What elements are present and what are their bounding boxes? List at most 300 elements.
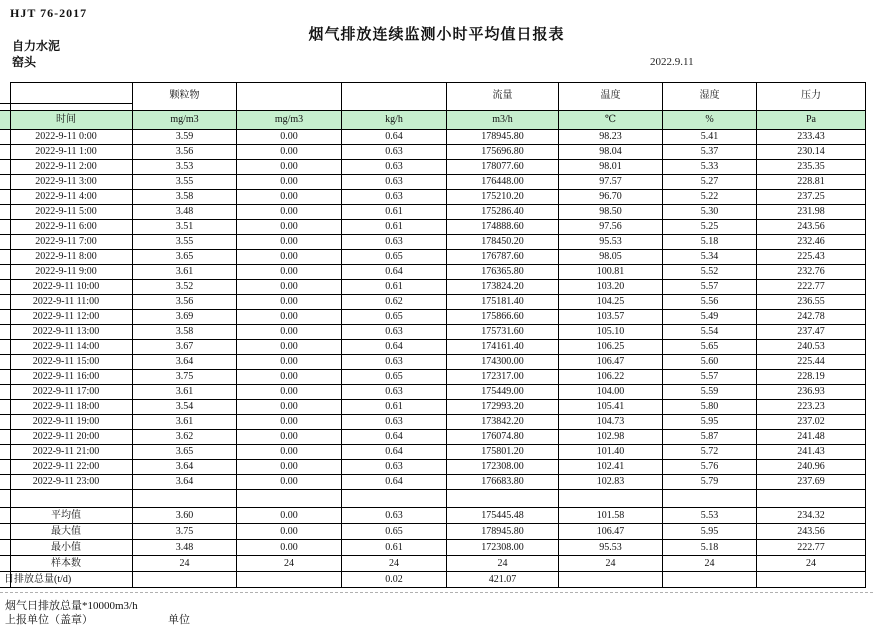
cell: 0.64: [342, 130, 447, 144]
cell: 234.32: [757, 508, 866, 523]
header-cell: 颗粒物: [133, 82, 237, 110]
cell: 24: [559, 556, 663, 571]
cell: 98.50: [559, 205, 663, 219]
cell: 3.48: [133, 540, 237, 555]
cell: 241.48: [757, 430, 866, 444]
cell: 0.00: [237, 235, 342, 249]
cell: 0.00: [237, 145, 342, 159]
cell: 3.64: [133, 460, 237, 474]
cell: 172308.00: [447, 540, 559, 555]
cell: 223.23: [757, 400, 866, 414]
cell: 98.23: [559, 130, 663, 144]
cell: 173842.20: [447, 415, 559, 429]
cell: 98.04: [559, 145, 663, 159]
cell: 3.55: [133, 235, 237, 249]
cell: 24: [342, 556, 447, 571]
cell: 243.56: [757, 220, 866, 234]
cell: 5.60: [663, 355, 757, 369]
cell: 242.78: [757, 310, 866, 324]
cell: 105.41: [559, 400, 663, 414]
cell: 0.00: [237, 175, 342, 189]
table-row: [0, 445, 866, 460]
cell: 3.59: [133, 130, 237, 144]
table-row: [0, 220, 866, 235]
cell: 0.00: [237, 280, 342, 294]
cell: 2022-9-11 5:00: [0, 205, 133, 219]
cell: 0.00: [237, 220, 342, 234]
cell: 174888.60: [447, 220, 559, 234]
cell: 3.51: [133, 220, 237, 234]
cell: 232.76: [757, 265, 866, 279]
cell: 232.46: [757, 235, 866, 249]
cell: 2022-9-11 12:00: [0, 310, 133, 324]
report-unit-label: 上报单位（盖章）: [5, 614, 93, 625]
cell: 5.30: [663, 205, 757, 219]
cell: 3.48: [133, 205, 237, 219]
cell: 0.00: [237, 445, 342, 459]
cell: 0.02: [342, 572, 447, 587]
cell: 2022-9-11 21:00: [0, 445, 133, 459]
cell: 0.62: [342, 295, 447, 309]
cell: 0.63: [342, 175, 447, 189]
cell: 104.25: [559, 295, 663, 309]
table-row: [0, 205, 866, 220]
cell: 172993.20: [447, 400, 559, 414]
cell: 2022-9-11 2:00: [0, 160, 133, 174]
cell: 174300.00: [447, 355, 559, 369]
cell: 日排放总量(t/d): [0, 572, 133, 587]
table-summary-row: [0, 524, 866, 540]
unit-cell: 时间: [0, 111, 133, 129]
header-cell: [0, 82, 133, 110]
page-break-line: [0, 592, 873, 593]
cell: 175731.60: [447, 325, 559, 339]
cell: 2022-9-11 11:00: [0, 295, 133, 309]
cell: 0.00: [237, 475, 342, 489]
cell: 175210.20: [447, 190, 559, 204]
cell: 225.44: [757, 355, 866, 369]
table-summary-row: [0, 572, 866, 588]
cell: 241.43: [757, 445, 866, 459]
cell: 0.64: [342, 265, 447, 279]
cell: [237, 490, 342, 507]
cell: 102.98: [559, 430, 663, 444]
cell: 104.73: [559, 415, 663, 429]
cell: 2022-9-11 4:00: [0, 190, 133, 204]
cell: 178945.80: [447, 524, 559, 539]
cell: 2022-9-11 18:00: [0, 400, 133, 414]
cell: 3.61: [133, 415, 237, 429]
cell: 104.00: [559, 385, 663, 399]
cell: 222.77: [757, 280, 866, 294]
cell: 97.57: [559, 175, 663, 189]
cell: 5.57: [663, 370, 757, 384]
cell: 237.25: [757, 190, 866, 204]
cell: 5.59: [663, 385, 757, 399]
cell: 24: [237, 556, 342, 571]
cell: 2022-9-11 13:00: [0, 325, 133, 339]
table-row: [0, 415, 866, 430]
cell: 237.02: [757, 415, 866, 429]
cell: 0.00: [237, 340, 342, 354]
cell: 5.33: [663, 160, 757, 174]
cell: [559, 572, 663, 587]
cell: 0.64: [342, 430, 447, 444]
cell: 0.00: [237, 370, 342, 384]
cell: 2022-9-11 17:00: [0, 385, 133, 399]
cell: 2022-9-11 19:00: [0, 415, 133, 429]
cell: 176074.80: [447, 430, 559, 444]
cell: 235.35: [757, 160, 866, 174]
cell: 228.81: [757, 175, 866, 189]
cell: 0.63: [342, 415, 447, 429]
cell: 175445.48: [447, 508, 559, 523]
cell: 5.18: [663, 235, 757, 249]
cell: 5.65: [663, 340, 757, 354]
cell: 176365.80: [447, 265, 559, 279]
cell: 231.98: [757, 205, 866, 219]
table-row: [0, 190, 866, 205]
cell: 176448.00: [447, 175, 559, 189]
cell: 102.41: [559, 460, 663, 474]
table-row: [0, 400, 866, 415]
cell: 5.76: [663, 460, 757, 474]
cell: 0.00: [237, 460, 342, 474]
cell: 3.52: [133, 280, 237, 294]
doc-code: HJT 76-2017: [10, 6, 88, 20]
unit-cell: mg/m3: [237, 111, 342, 129]
cell: 3.60: [133, 508, 237, 523]
cell: [133, 572, 237, 587]
cell: 0.64: [342, 475, 447, 489]
cell: 2022-9-11 22:00: [0, 460, 133, 474]
cell: 3.56: [133, 295, 237, 309]
cell: 5.72: [663, 445, 757, 459]
cell: 0.63: [342, 385, 447, 399]
cell: 3.55: [133, 175, 237, 189]
cell: 100.81: [559, 265, 663, 279]
cell: [757, 490, 866, 507]
header-cell: 湿度: [663, 82, 757, 110]
table-top-border: [10, 82, 866, 83]
cell: [559, 490, 663, 507]
unit-cell: mg/m3: [133, 111, 237, 129]
cell: 24: [663, 556, 757, 571]
table-row: [0, 265, 866, 280]
table-row: [0, 250, 866, 265]
table-row: [0, 460, 866, 475]
cell: 5.37: [663, 145, 757, 159]
cell: 101.40: [559, 445, 663, 459]
cell: 3.61: [133, 385, 237, 399]
cell: 175181.40: [447, 295, 559, 309]
cell: 3.62: [133, 430, 237, 444]
flow-note: 烟气日排放总量*10000m3/h: [5, 600, 138, 612]
cell: 0.00: [237, 295, 342, 309]
cell: 222.77: [757, 540, 866, 555]
cell: 103.20: [559, 280, 663, 294]
cell: 0.00: [237, 130, 342, 144]
header-cell: [342, 82, 447, 110]
cell: 225.43: [757, 250, 866, 264]
table-row: [0, 130, 866, 145]
cell: 106.22: [559, 370, 663, 384]
cell: 0.65: [342, 370, 447, 384]
cell: 233.43: [757, 130, 866, 144]
cell: 105.10: [559, 325, 663, 339]
unit-cell: m3/h: [447, 111, 559, 129]
cell: 0.65: [342, 524, 447, 539]
cell: 3.58: [133, 325, 237, 339]
table-row: [0, 475, 866, 490]
cell: 平均值: [0, 508, 133, 523]
cell: 421.07: [447, 572, 559, 587]
cell: 175286.40: [447, 205, 559, 219]
cell: 3.56: [133, 145, 237, 159]
cell: 0.00: [237, 385, 342, 399]
cell: 0.64: [342, 340, 447, 354]
unit-cell: ℃: [559, 111, 663, 129]
cell: 106.47: [559, 524, 663, 539]
cell: 176787.60: [447, 250, 559, 264]
cell: 5.25: [663, 220, 757, 234]
table-row: [0, 370, 866, 385]
cell: [447, 490, 559, 507]
cell: 最小值: [0, 540, 133, 555]
company-name: 自力水泥: [12, 39, 61, 53]
cell: 98.05: [559, 250, 663, 264]
cell: 236.93: [757, 385, 866, 399]
cell: 2022-9-11 6:00: [0, 220, 133, 234]
cell: 103.57: [559, 310, 663, 324]
cell: 0.00: [237, 325, 342, 339]
cell: 5.54: [663, 325, 757, 339]
cell: 3.69: [133, 310, 237, 324]
cell: 175696.80: [447, 145, 559, 159]
cell: 3.53: [133, 160, 237, 174]
cell: 174161.40: [447, 340, 559, 354]
cell: 5.53: [663, 508, 757, 523]
cell: 0.00: [237, 540, 342, 555]
unit-cell: Pa: [757, 111, 866, 129]
header-cell: 流量: [447, 82, 559, 110]
cell: 3.75: [133, 370, 237, 384]
cell: 3.67: [133, 340, 237, 354]
cell: 0.61: [342, 540, 447, 555]
cell: 0.00: [237, 265, 342, 279]
cell: 172308.00: [447, 460, 559, 474]
table-body: [0, 82, 866, 588]
cell: 5.57: [663, 280, 757, 294]
cell: 2022-9-11 14:00: [0, 340, 133, 354]
cell: 0.63: [342, 235, 447, 249]
cell: 172317.00: [447, 370, 559, 384]
cell: 2022-9-11 16:00: [0, 370, 133, 384]
cell: 178450.20: [447, 235, 559, 249]
cell: 0.65: [342, 250, 447, 264]
cell: 2022-9-11 1:00: [0, 145, 133, 159]
cell: 0.00: [237, 160, 342, 174]
cell: 5.95: [663, 524, 757, 539]
cell: [663, 490, 757, 507]
cell: [663, 572, 757, 587]
cell: 240.96: [757, 460, 866, 474]
cell: 96.70: [559, 190, 663, 204]
cell: 97.56: [559, 220, 663, 234]
cell: 243.56: [757, 524, 866, 539]
cell: 2022-9-11 8:00: [0, 250, 133, 264]
cell: 176683.80: [447, 475, 559, 489]
table-row: [0, 145, 866, 160]
table-summary-row: [0, 556, 866, 572]
cell: [757, 572, 866, 587]
cell: 5.18: [663, 540, 757, 555]
cell: 5.22: [663, 190, 757, 204]
cell: 0.00: [237, 508, 342, 523]
cell: 0.00: [237, 205, 342, 219]
cell: 98.01: [559, 160, 663, 174]
cell: 24: [133, 556, 237, 571]
cell: 24: [757, 556, 866, 571]
header-cell: 压力: [757, 82, 866, 110]
cell: 175866.60: [447, 310, 559, 324]
cell: 样本数: [0, 556, 133, 571]
cell: 175801.20: [447, 445, 559, 459]
table-spacer-row: [0, 490, 866, 508]
cell: 3.61: [133, 265, 237, 279]
cell: 0.00: [237, 310, 342, 324]
cell: 0.00: [237, 355, 342, 369]
table-header-row: [0, 82, 866, 111]
cell: 3.64: [133, 475, 237, 489]
table-summary-row: [0, 540, 866, 556]
table-row: [0, 295, 866, 310]
cell: 0.63: [342, 508, 447, 523]
cell: 0.63: [342, 145, 447, 159]
table-row: [0, 310, 866, 325]
header-cell: 温度: [559, 82, 663, 110]
cell: 0.64: [342, 445, 447, 459]
cell: 3.75: [133, 524, 237, 539]
cell: 3.58: [133, 190, 237, 204]
cell: 95.53: [559, 540, 663, 555]
data-table: [0, 82, 866, 588]
unit-label: 单位: [168, 614, 190, 625]
cell: 2022-9-11 23:00: [0, 475, 133, 489]
report-title: 烟气排放连续监测小时平均值日报表: [308, 27, 565, 43]
cell: 3.54: [133, 400, 237, 414]
cell: 5.52: [663, 265, 757, 279]
cell: 最大值: [0, 524, 133, 539]
cell: [133, 490, 237, 507]
cell: 0.00: [237, 415, 342, 429]
table-row: [0, 385, 866, 400]
cell: 2022-9-11 10:00: [0, 280, 133, 294]
cell: 0.63: [342, 190, 447, 204]
cell: 178077.60: [447, 160, 559, 174]
cell: 5.80: [663, 400, 757, 414]
cell: 2022-9-11 7:00: [0, 235, 133, 249]
cell: 24: [447, 556, 559, 571]
report-date: 2022.9.11: [650, 56, 694, 68]
cell: 173824.20: [447, 280, 559, 294]
cell: 0.63: [342, 460, 447, 474]
cell: 5.34: [663, 250, 757, 264]
cell: 0.65: [342, 310, 447, 324]
cell: 236.55: [757, 295, 866, 309]
table-unit-row: [0, 111, 866, 130]
cell: 95.53: [559, 235, 663, 249]
cell: 0.63: [342, 355, 447, 369]
cell: 0.00: [237, 190, 342, 204]
cell: 228.19: [757, 370, 866, 384]
cell: 237.69: [757, 475, 866, 489]
cell: 0.61: [342, 280, 447, 294]
header-cell: [237, 82, 342, 110]
cell: 2022-9-11 20:00: [0, 430, 133, 444]
cell: 230.14: [757, 145, 866, 159]
table-row: [0, 430, 866, 445]
cell: 0.63: [342, 325, 447, 339]
cell: 101.58: [559, 508, 663, 523]
cell: 102.83: [559, 475, 663, 489]
cell: 0.00: [237, 430, 342, 444]
cell: 3.65: [133, 445, 237, 459]
table-row: [0, 340, 866, 355]
table-row: [0, 325, 866, 340]
cell: 3.65: [133, 250, 237, 264]
table-row: [0, 160, 866, 175]
unit-cell: kg/h: [342, 111, 447, 129]
monitoring-point: 窑头: [12, 55, 37, 69]
cell: [237, 572, 342, 587]
table-row: [0, 175, 866, 190]
cell: 5.27: [663, 175, 757, 189]
cell: 5.56: [663, 295, 757, 309]
cell: 2022-9-11 9:00: [0, 265, 133, 279]
table-summary-row: [0, 508, 866, 524]
cell: 0.61: [342, 205, 447, 219]
cell: 2022-9-11 15:00: [0, 355, 133, 369]
cell: 0.63: [342, 160, 447, 174]
cell: [342, 490, 447, 507]
cell: 175449.00: [447, 385, 559, 399]
cell: 0.00: [237, 250, 342, 264]
table-row: [0, 280, 866, 295]
cell: 0.00: [237, 400, 342, 414]
cell: 0.61: [342, 400, 447, 414]
cell: 5.41: [663, 130, 757, 144]
cell: 237.47: [757, 325, 866, 339]
cell: 178945.80: [447, 130, 559, 144]
cell: 5.49: [663, 310, 757, 324]
cell: 106.47: [559, 355, 663, 369]
cell: 5.79: [663, 475, 757, 489]
cell: 2022-9-11 0:00: [0, 130, 133, 144]
cell: 240.53: [757, 340, 866, 354]
table-row: [0, 355, 866, 370]
cell: 0.61: [342, 220, 447, 234]
cell: [0, 490, 133, 507]
cell: 106.25: [559, 340, 663, 354]
table-row: [0, 235, 866, 250]
cell: 2022-9-11 3:00: [0, 175, 133, 189]
cell: 5.87: [663, 430, 757, 444]
unit-cell: %: [663, 111, 757, 129]
cell: 3.64: [133, 355, 237, 369]
cell: 5.95: [663, 415, 757, 429]
table-left-border: [10, 82, 11, 588]
